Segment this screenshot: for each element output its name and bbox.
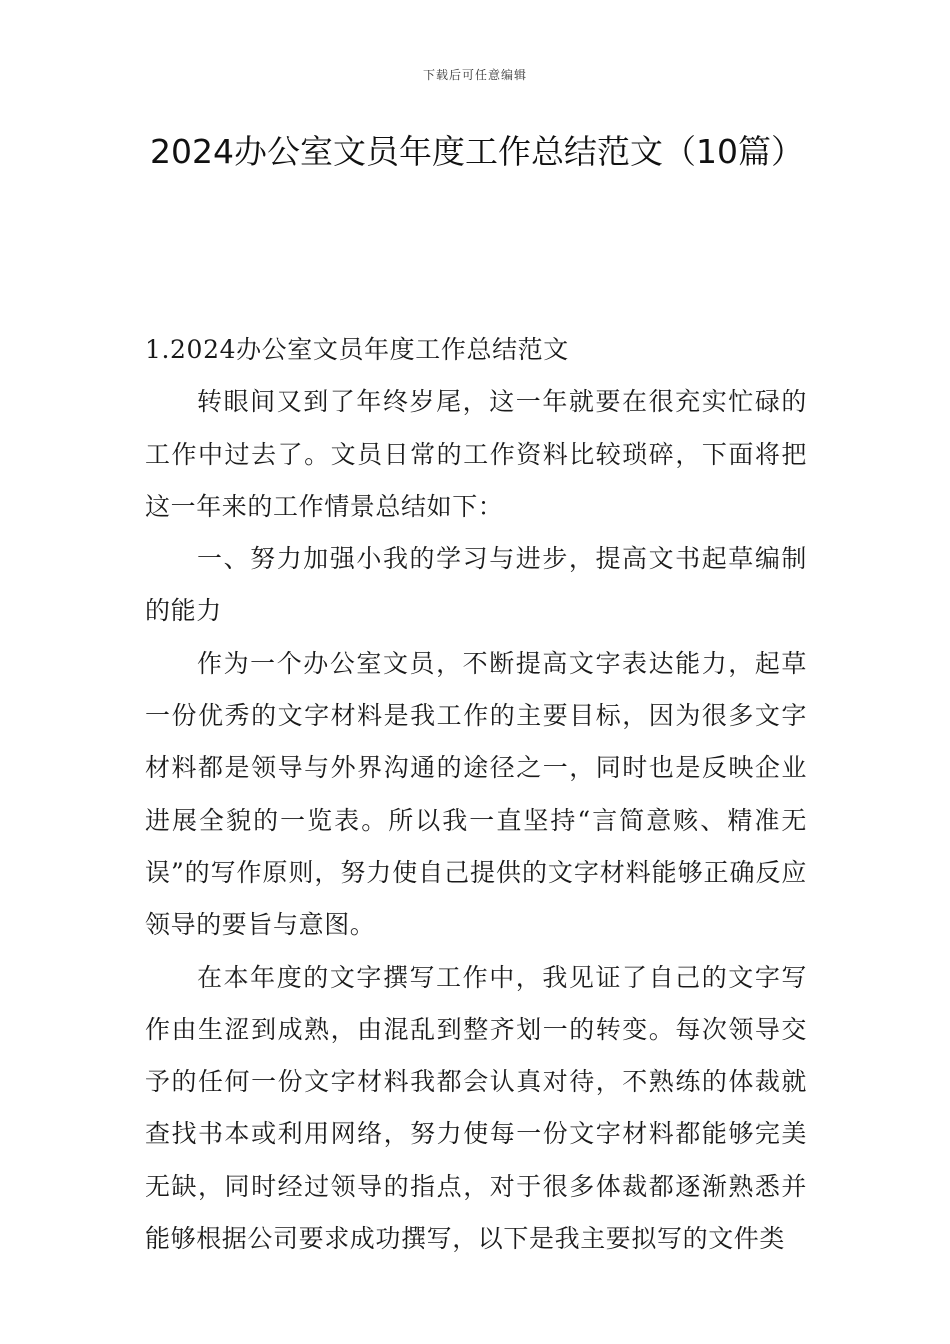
document-body — [145, 324, 807, 1265]
document-title: 2024办公室文员年度工作总结范文（10篇） — [150, 132, 804, 171]
section-heading: 1.2024办公室文员年度工作总结范文 — [145, 335, 569, 364]
paragraph-2: 作为一个办公室文员，不断提高文字表达能力，起草一份优秀的文字材料是我工作的主要目标，因为很多文字材料都是领导与外界沟通的途径之一，同时也是反映企业进展全貌的一览表。所以我一直坚持“言简意赅、精准无误”的写作原则，努力使自己提供的文字材料能够正确反应领导的要旨与意图。 — [145, 648, 807, 940]
subheading-1: 一、努力加强小我的学习与进步，提高文书起草编制的能力 — [145, 544, 807, 626]
paragraph-1: 转眼间又到了年终岁尾，这一年就要在很充实忙碌的工作中过去了。文员日常的工作资料比较琐碎，下面将把这一年来的工作情景总结如下： — [145, 387, 807, 521]
paragraph-3: 在本年度的文字撰写工作中，我见证了自己的文字写作由生涩到成熟，由混乱到整齐划一的转变。每次领导交予的任何一份文字材料我都会认真对待，不熟练的体裁就查找书本或利用网络，努力使每一份文字材料都能够完美无缺，同时经过领导的指点，对于很多体裁都逐渐熟悉并能够根据公司要求成功撰写，以下是我主要拟写的文件类 — [145, 962, 807, 1254]
header-note: 下载后可任意编辑 — [422, 68, 527, 82]
